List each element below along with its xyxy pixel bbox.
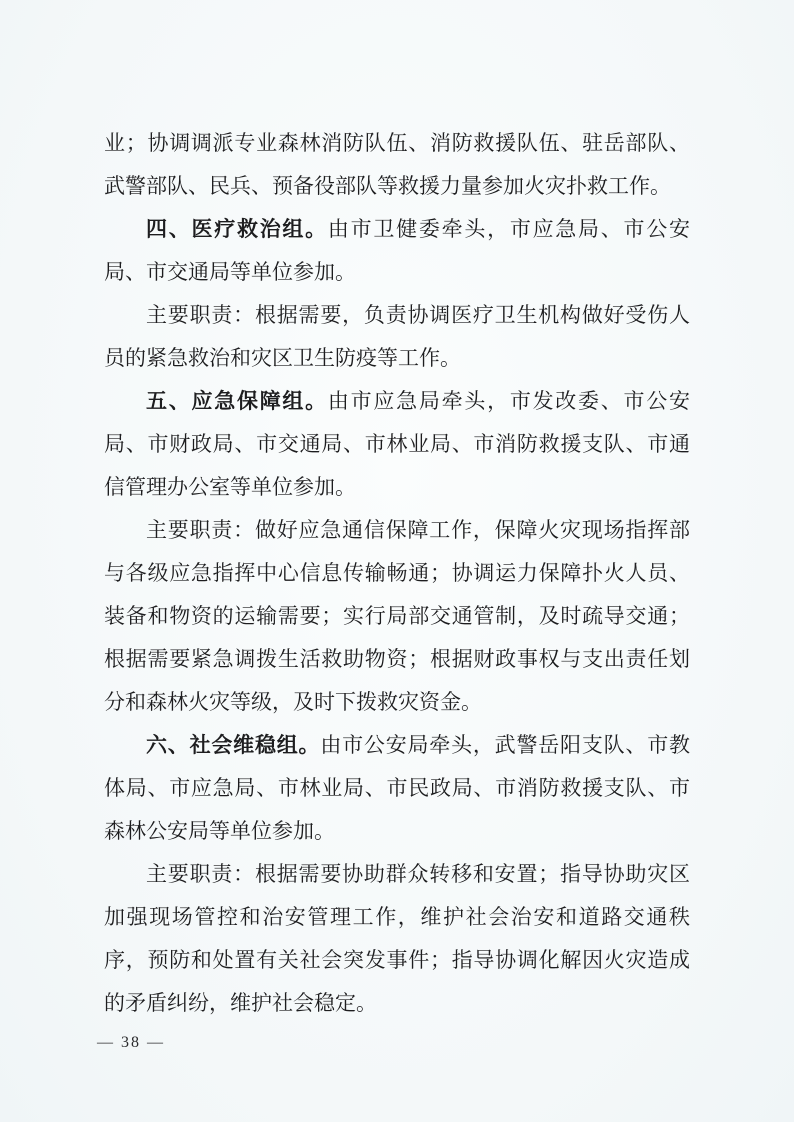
paragraph-text: 业；协调调派专业森林消防队伍、消防救援队伍、驻岳部队、武警部队、民兵、预备役部队等救援力量参加火灾扑救工作。 [104,131,690,198]
paragraph-medical-duties [104,294,690,380]
paragraph-stability-duties [104,853,690,1025]
section-heading-support-group: 五、应急保障组。 [146,389,328,413]
paragraph-support-group [104,380,690,509]
section-heading-medical-group: 四、医疗救治组。 [146,217,328,241]
paragraph-text: 由市公安局牵头，武警岳阳支队、市教体局、市应急局、市林业局、市民政局、市消防救援支队、市森林公安局等单位参加。 [104,733,691,843]
page-number: — 38 — [97,1034,165,1051]
paragraph-text: 主要职责：做好应急通信保障工作，保障火灾现场指挥部与各级应急指挥中心信息传输畅通；协调运力保障扑火人员、装备和物资的运输需要；实行局部交通管制，及时疏导交通；根据需要紧急调拨生活救助物资；根据财政事权与支出责任划分和森林火灾等级，及时下拨救灾资金。 [104,518,690,714]
paragraph-support-duties [104,509,690,724]
paragraph-medical-group [104,208,690,294]
section-heading-stability-group: 六、社会维稳组。 [146,733,321,757]
paragraph-text: 由市卫健委牵头，市应急局、市公安局、市交通局等单位参加。 [104,217,691,284]
paragraph-continuation [104,122,690,208]
paragraph-text: 主要职责：根据需要协助群众转移和安置；指导协助灾区加强现场管控和治安管理工作，维护社会治安和道路交通秩序，预防和处置有关社会突发事件；指导协调化解因火灾造成的矛盾纠纷，维护社会稳定。 [104,862,690,1015]
paragraph-text: 由市应急局牵头，市发改委、市公安局、市财政局、市交通局、市林业局、市消防救援支队、市通信管理办公室等单位参加。 [104,389,691,499]
document-body [104,122,690,1025]
paragraph-text: 主要职责：根据需要，负责协调医疗卫生机构做好受伤人员的紧急救治和灾区卫生防疫等工作。 [104,303,690,370]
paragraph-stability-group [104,724,690,853]
